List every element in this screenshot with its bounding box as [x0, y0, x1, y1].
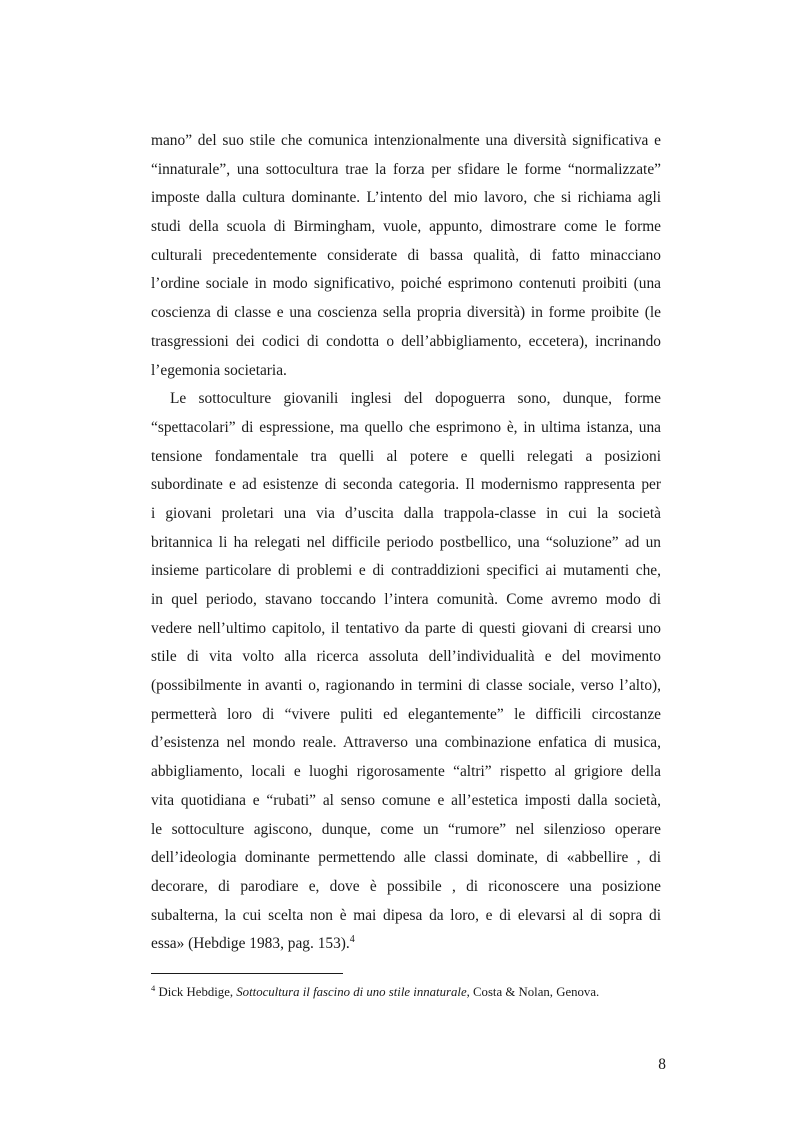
- footnote-reference[interactable]: 4: [349, 934, 355, 946]
- text-line: (possibilmente in avanti o, ragionando in termini di classe sociale, verso l’alto),: [151, 677, 661, 695]
- body-text: [151, 127, 661, 959]
- text-line: coscienza di classe e una coscienza sella propria diversità) in forme proibite (le: [151, 304, 661, 322]
- text-line: vedere nell’ultimo capitolo, il tentativo da parte di questi giovani di crearsi uno: [151, 619, 661, 637]
- footnote-title: Sottocultura il fascino di uno stile innaturale: [236, 985, 467, 999]
- text-line: mano” del suo stile che comunica intenzionalmente una diversità significativa e: [151, 132, 661, 149]
- text-line: abbigliamento, locali e luoghi rigorosamente “altri” rispetto al grigiore della: [151, 763, 661, 781]
- text-line: le sottoculture agiscono, dunque, come un “rumore” nel silenzioso operare: [151, 820, 661, 838]
- text-line: imposte dalla cultura dominante. L’intento del mio lavoro, che si richiama agli: [151, 189, 661, 207]
- text-line: subalterna, la cui scelta non è mai dipesa da loro, e di elevarsi al di sopra di: [151, 906, 661, 924]
- footnote-number: 4: [151, 983, 156, 993]
- page-number: 8: [658, 1056, 666, 1073]
- footnote-publisher: , Costa & Nolan, Genova.: [466, 985, 600, 999]
- footnote: [151, 983, 671, 1001]
- text-line: “spettacolari” di espressione, ma quello che esprimono è, in ultima istanza, una: [151, 418, 661, 436]
- paragraph-end-line: [151, 930, 661, 959]
- text-line: trasgressioni dei codici di condotta o dell’abbigliamento, eccetera), incrinando: [151, 332, 661, 350]
- text-line: decorare, di parodiare e, dove è possibile , di riconoscere una posizione: [151, 877, 661, 895]
- text-line: culturali precedentemente considerate di bassa qualità, di fatto minacciano: [151, 246, 661, 264]
- text-line: l’ordine sociale in modo significativo, poiché esprimono contenuti proibiti (una: [151, 275, 661, 293]
- footnote-separator: [151, 973, 343, 974]
- paragraph-end-line: l’egemonia societaria.: [151, 361, 287, 379]
- footnote-author: Dick Hebdige,: [158, 985, 237, 999]
- text-line: permetterà loro di “vivere puliti ed elegantemente” le difficili circostanze: [151, 705, 661, 723]
- text-line: vita quotidiana e “rubati” al senso comune e all’estetica imposti dalla società,: [151, 791, 661, 809]
- text-line: insieme particolare di problemi e di contraddizioni specifici ai mutamenti che,: [151, 562, 661, 580]
- text-line: subordinate e ad esistenze di seconda categoria. Il modernismo rappresenta per: [151, 476, 661, 494]
- text-line: tensione fondamentale tra quelli al potere e quelli relegati a posizioni: [151, 447, 661, 465]
- text-line: stile di vita volto alla ricerca assoluta dell’individualità e del movimento: [151, 648, 661, 666]
- last-line-text: essa» (Hebdige 1983, pag. 153).: [151, 935, 350, 953]
- text-line: in quel periodo, stavano toccando l’intera comunità. Come avremo modo di: [151, 591, 661, 608]
- text-line: britannica li ha relegati nel difficile periodo postbellico, una “soluzione” ad un: [151, 533, 661, 551]
- paragraph-start-line: Le sottoculture giovanili inglesi del dopoguerra sono, dunque, forme: [170, 390, 661, 408]
- text-line: dell’ideologia dominante permettendo alle classi dominate, di «abbellire , di: [151, 849, 661, 867]
- text-line: i giovani proletari una via d’uscita dalla trappola-classe in cui la società: [151, 504, 661, 522]
- text-line: d’esistenza nel mondo reale. Attraverso una combinazione enfatica di musica,: [151, 734, 661, 752]
- text-line: “innaturale”, una sottocultura trae la forza per sfidare le forme “normalizzate”: [151, 160, 661, 178]
- text-line: studi della scuola di Birmingham, vuole, appunto, dimostrare come le forme: [151, 218, 661, 236]
